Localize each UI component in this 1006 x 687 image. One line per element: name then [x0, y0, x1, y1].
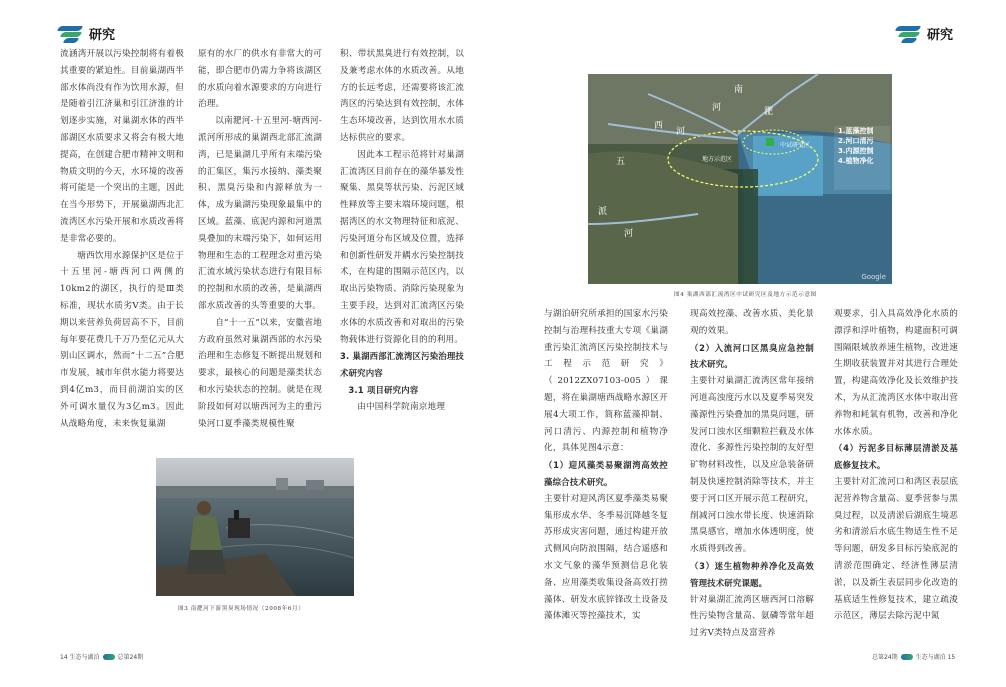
paragraph: 针对巢湖汇流湾区塘西河口溶解性污染物含量高、氨磷等常年超过劣Ⅴ类特点及富营养 [690, 594, 814, 639]
paragraph: 自“十一五”以来，安徽省地方政府虽然对巢湖西部的水污染治理和生态修复不断提出规划和要求，最核心的问题是藻类状态和水污染状态的控制。就是在现阶段如何对以塘西河为主的重污染河口夏季藻类规模性聚 [198, 317, 322, 429]
paragraph: 塘西饮用水源保护区是位于十五里河-塘西河口两侧的10km2的湖区，执行的是Ⅲ类标准，现状水质劣Ⅴ类。由于长期以来营养负荷居高不下，目前每年要花费几千万乃至亿元从大别山区调水，然而“十二五”合肥市发展，城市年供水能力将要达到4亿m3，而目前湖泊实的区外可调水量仅为3亿m3。因此从战略角度，未来恢复巢湖 [60, 250, 184, 429]
paragraph: 主要针对汇流河口和湾区表层底泥营养物含量高、夏季营参与黑臭过程，以及清淤后湖底生境恶劣和清淤后水底生物适生性不足等问题，研发多目标污染底泥的清淤范围确定、经济性薄层清淤，以及新生表层同步化改造的基底适生性修复技术，建立疏浚示范区，薄层去除污泥中氮 [834, 476, 958, 622]
subsection-heading: （4）污泥多目标薄层清淤及基底修复技术。 [834, 443, 958, 471]
paragraph: 原有的水厂的供水有非常大的可能，即合肥市仍需力争将该湖区的水质向着水源要求的方向进行治理。 [198, 49, 322, 110]
map-label-river: 派 [598, 207, 608, 217]
map-label-river: 南 [734, 85, 744, 95]
left-column-3 [340, 46, 464, 436]
map-label-zone: 中试研究区 [780, 142, 811, 149]
subsection-heading: 3.1 项目研究内容 [348, 384, 419, 395]
left-footer [60, 652, 143, 661]
legend-item: 4.植物净化 [838, 157, 874, 165]
paragraph: 观要求，引入具高效净化水质的漂浮和浮叶植物，构建面积可调围隔限域放养速生植物，改进速生期收获装置并对其进行合理处置，构建高效净化及长效维护技术，为从汇流湾区水体中取出营养物和耗氧有机物，改善和净化水体水质。 [834, 309, 958, 437]
map-label-river: 五 [616, 157, 626, 167]
subsection-heading: （1）迎风藻类易聚湖湾高效控藻综合技术研究。 [544, 460, 668, 487]
legend-item: 2.河口清污 [838, 137, 874, 145]
photo-caption: 图3 南淝河下游黑臭现场情况（2008年6月） [178, 606, 305, 612]
map-label-river: 河 [676, 127, 686, 137]
legend-item: 1.蓝藻控制 [838, 127, 874, 135]
footer-logo-icon [103, 654, 115, 660]
right-header-logo [896, 22, 953, 44]
left-column-1 [60, 46, 184, 436]
map-label-river: 河 [624, 229, 634, 239]
footer-text: 14 生态与湖泊 [60, 654, 100, 661]
paragraph: 主要针对巢湖汇流湾区常年接纳河道高浊度污水以及夏季易突发藻源性污染叠加的黑臭问题，研发河口浊水区细颗粒拦截及水体澄化、多源性污染控制的友好型矿物材料改性，以及应急装备研制及快速控制消除等技术，并主要于河口区开展示范工程研究，削减河口浊水带长度、快速消除黑臭感官，增加水体透明度，使水质得到改善。 [690, 376, 814, 555]
left-section-label: 研究 [89, 27, 116, 43]
map-legend [838, 126, 874, 166]
footer-text: 生态与湖泊 15 [915, 654, 956, 661]
map-label-river: 河 [712, 103, 722, 113]
paragraph: 主要针对迎风湾区夏季藻类易聚集形成水华、冬季易沉降越冬复苏形成灾害问题，通过构建开放式侧风向防浪围隔，结合遥感和水文气象的藻华预测信息化装备、应用藻类收集设备高效打捞藻体、研发水底锌锋改土设备及藻体滩灭等控藻技术，实 [544, 493, 668, 622]
map-label-river: 淝 [764, 107, 774, 117]
satellite-map-figure [588, 74, 892, 284]
river-scene-photo [156, 458, 354, 596]
footer-issue: 总第24期 [872, 654, 898, 661]
map-label-river: 西 [654, 121, 664, 131]
map-caption: 图4 巢湖西部汇流湾区中试研究区及地方示范示意图 [674, 292, 817, 298]
map-label-zone: 地方示范区 [702, 156, 733, 163]
right-column-3 [834, 306, 958, 626]
right-column-1 [544, 306, 668, 626]
right-column-2 [690, 306, 814, 639]
right-footer [872, 652, 955, 661]
section-heading: 3. 巢湖西部汇流湾区污染治理技术研究内容 [340, 351, 464, 379]
legend-item: 3.内源控制 [838, 147, 874, 155]
paragraph: 现高效控藻、改善水质、美化景观的效果。 [690, 309, 814, 336]
paragraph: 与湖泊研究所承担的国家水污染控制与治理科技重大专项《巢湖重污染汇流湾区污染控制技术与工程示范研究》（2012ZX07103-005）课题，将在巢湖塘西战略水源区开展4大项工作，简称蓝藻抑制、河口清污、内源控制和植物净化，具体见图4示意： [544, 309, 668, 454]
right-section-label: 研究 [927, 27, 954, 43]
footer-issue: 总第24期 [117, 654, 144, 661]
wave-logo-icon [58, 22, 86, 44]
paragraph: 以南淝河-十五里河-塘西河-派河所形成的巢湖西北部汇流湖湾，已是巢湖几乎所有末端污染的汇集区，集污水接纳、藻类聚积、黑臭污染和内源释放为一体，成为巢湖污染现象最集中的区域。蓝藻、底泥内源和河道黑臭叠加的末端污染下，如何运用物理和生态的工程理念对重污染汇流水域污染状态进行有限目标的控制和水质的改善，是巢湖西部水质改善的头等重要的大事。 [198, 116, 322, 311]
map-watermark: Google [861, 273, 886, 281]
paragraph: 流涵湾开展以污染控制将有着极其重要的紧迫性。目前巢湖西半部水体尚没有作为饮用水源，但是随着引江济巢和引江济淮的计划逐步实施，对巢湖水体的西半部湖区水质要求又将会有极大地提高，在创建合肥市精神文明和物质文明的今天，水环境的改善将可能是一个突出的主题，因此在当今形势下，开展巢湖西北汇流湾区水污染开展和水质改善将是非常必要的。 [60, 49, 184, 244]
left-column-2 [198, 46, 322, 436]
paragraph: 因此本工程示范将针对巢湖汇流湾区目前存在的藻华暴发性聚集、黑臭等状污染、污泥区域性释放等主要末端环境问题，根据湾区的水文物理特征和底泥、污染河道分布区域及位置，选择和创新性研发并耦水污染控制技术，在构建的围隔示范区内，以取出污染物质、消除污染现象为主要手段，达到对汇流湾区污染水体的水质改善和对取出的污染物载体进行资源化目的的利用。 [340, 149, 464, 345]
footer-logo-icon [901, 654, 913, 660]
subsection-heading: （2）入流河口区黑臭应急控制技术研究。 [690, 342, 814, 370]
paragraph: 积、带状黑臭进行有效控制，以及兼考虑水体的水质改善。从地方的长远考虑，还需要将该汇流湾区的污染达到有效控制，水体生态环境改善，达到饮用水水质达标供应的要求。 [340, 49, 464, 143]
paragraph: 由中国科学院南京地理 [357, 401, 446, 412]
wave-logo-icon [896, 22, 924, 44]
left-header-logo [58, 22, 115, 44]
subsection-heading: （3）迷生植物种养净化及高效管理技术研究课题。 [690, 560, 814, 588]
